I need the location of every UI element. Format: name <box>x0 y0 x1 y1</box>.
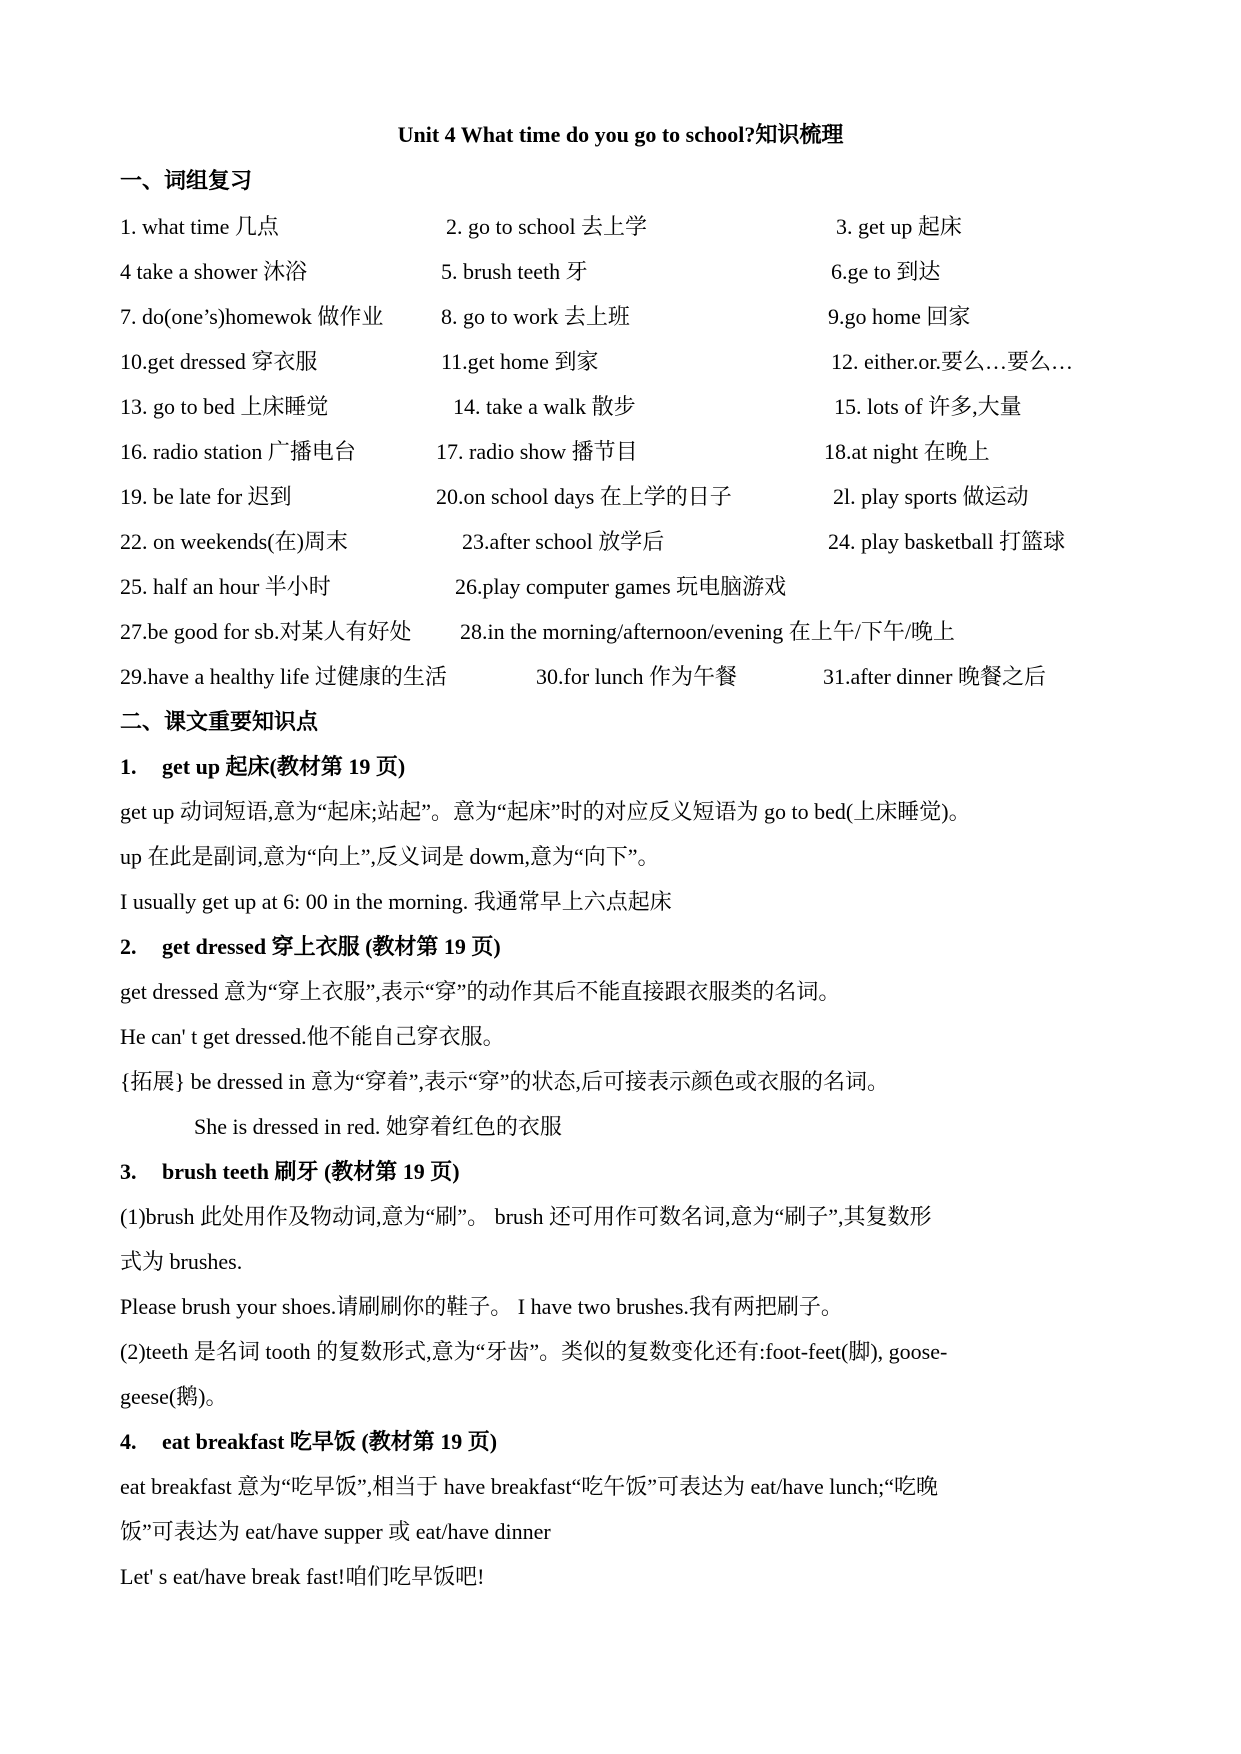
vocab-row <box>0 212 1241 242</box>
vocab-item: 22. on weekends(在)周末 <box>120 529 348 554</box>
vocab-item: 9.go home 回家 <box>828 304 971 329</box>
vocab-item: 27.be good for sb.对某人有好处 <box>120 619 412 644</box>
vocab-item: 7. do(one’s)homewok 做作业 <box>120 304 384 329</box>
vocab-row <box>0 437 1241 467</box>
vocab-item: 25. half an hour 半小时 <box>120 574 331 599</box>
vocab-row <box>0 662 1241 692</box>
point-heading <box>120 932 501 962</box>
point-text: (1)brush 此处用作及物动词,意为“刷”。 brush 还可用作可数名词,意为“刷子”,其复数形 <box>120 1204 932 1229</box>
vocab-item: 18.at night 在晚上 <box>824 439 990 464</box>
vocab-item: 20.on school days 在上学的日子 <box>436 484 732 509</box>
point-example: I usually get up at 6: 00 in the morning. 我通常早上六点起床 <box>120 889 672 914</box>
vocab-item: 12. either.or.要么…要么… <box>831 349 1073 374</box>
point-text: {拓展} be dressed in 意为“穿着”,表示“穿”的状态,后可接表示颜色或衣服的名词。 <box>120 1069 890 1094</box>
vocab-item: 10.get dressed 穿衣服 <box>120 349 318 374</box>
vocab-item: 2. go to school 去上学 <box>446 214 648 239</box>
point-heading <box>120 1427 497 1457</box>
vocab-item: 6.ge to 到达 <box>831 259 941 284</box>
vocab-item: 5. brush teeth 牙 <box>441 259 588 284</box>
vocab-item: 8. go to work 去上班 <box>441 304 630 329</box>
section-heading-vocabulary: 一、词组复习 <box>120 168 253 194</box>
vocab-item: 23.after school 放学后 <box>462 529 665 554</box>
point-title: get dressed 穿上衣服 (教材第 19 页) <box>162 934 501 959</box>
vocab-item: 28.in the morning/afternoon/evening 在上午/下午/晚上 <box>460 619 955 644</box>
point-text: get up 动词短语,意为“起床;站起”。意为“起床”时的对应反义短语为 go to bed(上床睡觉)。 <box>120 799 971 824</box>
vocab-item: 13. go to bed 上床睡觉 <box>120 394 329 419</box>
point-example: Let' s eat/have break fast!咱们吃早饭吧! <box>120 1564 485 1589</box>
point-text: up 在此是副词,意为“向上”,反义词是 dowm,意为“向下”。 <box>120 844 660 869</box>
vocab-row <box>0 482 1241 512</box>
vocab-item: 17. radio show 播节目 <box>436 439 638 464</box>
vocab-item: 31.after dinner 晚餐之后 <box>823 664 1046 689</box>
vocab-item: 24. play basketball 打篮球 <box>828 529 1066 554</box>
point-text: get dressed 意为“穿上衣服”,表示“穿”的动作其后不能直接跟衣服类的名词。 <box>120 979 841 1004</box>
vocab-row <box>0 392 1241 422</box>
point-text: (2)teeth 是名词 tooth 的复数形式,意为“牙齿”。类似的复数变化还有:foot-feet(脚), goose- <box>120 1339 948 1364</box>
point-text: eat breakfast 意为“吃早饭”,相当于 have breakfast“吃午饭”可表达为 eat/have lunch;“吃晚 <box>120 1474 939 1499</box>
point-example: She is dressed in red. 她穿着红色的衣服 <box>194 1114 562 1139</box>
point-heading <box>120 1157 460 1187</box>
point-number: 3. <box>120 1159 137 1184</box>
vocab-item: 19. be late for 迟到 <box>120 484 292 509</box>
vocab-item: 30.for lunch 作为午餐 <box>536 664 738 689</box>
point-text: 饭”可表达为 eat/have supper 或 eat/have dinner <box>120 1519 551 1544</box>
point-text: geese(鹅)。 <box>120 1384 228 1409</box>
vocab-row <box>0 347 1241 377</box>
vocab-item: 29.have a healthy life 过健康的生活 <box>120 664 447 689</box>
vocab-row <box>0 572 1241 602</box>
point-title: brush teeth 刷牙 (教材第 19 页) <box>162 1159 460 1184</box>
vocab-item: 16. radio station 广播电台 <box>120 439 356 464</box>
vocab-item: 3. get up 起床 <box>836 214 962 239</box>
vocab-row <box>0 257 1241 287</box>
vocab-item: 11.get home 到家 <box>441 349 599 374</box>
vocab-item: 14. take a walk 散步 <box>453 394 636 419</box>
vocab-row <box>0 302 1241 332</box>
point-text: 式为 brushes. <box>120 1249 243 1274</box>
vocab-item: 4 take a shower 沐浴 <box>120 259 307 284</box>
vocab-row <box>0 617 1241 647</box>
point-number: 2. <box>120 934 137 959</box>
point-heading <box>120 752 405 782</box>
document-title: Unit 4 What time do you go to school?知识梳理 <box>397 122 844 147</box>
point-title: eat breakfast 吃早饭 (教材第 19 页) <box>162 1429 498 1454</box>
vocab-item: 1. what time 几点 <box>120 214 279 239</box>
vocab-row <box>0 527 1241 557</box>
section-heading-key-points: 二、课文重要知识点 <box>120 709 319 735</box>
point-title: get up 起床(教材第 19 页) <box>162 754 406 779</box>
vocab-item: 26.play computer games 玩电脑游戏 <box>455 574 787 599</box>
vocab-item: 2l. play sports 做运动 <box>833 484 1029 509</box>
point-example: Please brush your shoes.请刷刷你的鞋子。 I have two brushes.我有两把刷子。 <box>120 1294 843 1319</box>
point-number: 1. <box>120 754 137 779</box>
vocab-item: 15. lots of 许多,大量 <box>834 394 1022 419</box>
point-example: He can' t get dressed.他不能自己穿衣服。 <box>120 1024 505 1049</box>
point-number: 4. <box>120 1429 137 1454</box>
